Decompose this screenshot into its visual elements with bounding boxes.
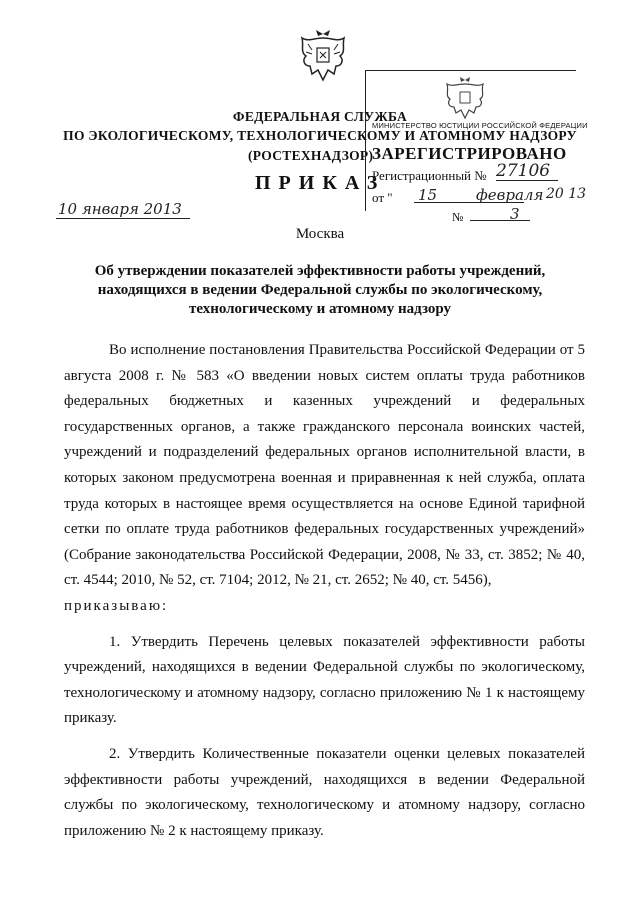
date-underline (56, 218, 190, 219)
stamp-number-label: № (452, 210, 464, 224)
stamp-date-year: 20 13 (546, 186, 587, 202)
stamp-date-label: от " (372, 190, 393, 205)
stamp-date-day: 15 (418, 186, 438, 204)
order-body (64, 338, 585, 844)
org-name-line2: ПО ЭКОЛОГИЧЕСКОМУ, ТЕХНОЛОГИЧЕСКОМУ И АТОМНОМУ НАДЗОРУ (63, 128, 577, 143)
stamp-reg-number: 27106 (496, 161, 551, 181)
order-item-2: 2. Утвердить Количественные показатели оценки целевых показателей эффективности работы учреждений, находящихся в ведении Федеральной службы по экологическому, технологическому и атомному надзору, согласно приложению № 2 к настоящему приказу. (64, 745, 585, 839)
org-abbreviation: (РОСТЕХНАДЗОР) (248, 148, 374, 163)
order-item-1: 1. Утвердить Перечень целевых показателей эффективности работы учреждений, находящихся в ведении Федеральной службы по экологическому, технологическому и атомному надзору, согласно приложению № 1 к настоящему приказу. (64, 633, 585, 727)
stamp-date-month: февраля (476, 186, 544, 204)
stamp-underline (496, 180, 558, 181)
stamp-emblem-icon (440, 76, 490, 120)
stamp-underline (470, 220, 530, 221)
document-type-title: ПРИКАЗ (255, 172, 386, 194)
intro-paragraph: Во исполнение постановления Правительства Российской Федерации от 5 августа 2008 г. № 583 «О введении новых систем оплаты труда работников федеральных бюджетных и казенных учреждений и федеральных государственных органов, а также гражданского персонала воинских частей, учреждений и подразделений федеральных органов исполнительной власти, в которых законом предусмотрена военная и приравненная к ней служба, оплата труда которых в настоящее время осуществляется на основе Единой тарифной сетки по оплате труда работников федеральных государственных учреждений» (Собрание законодательства Российской Федерации, 2008, № 33, ст. 3852; № 40, ст. 4544; 2010, № 52, ст. 7104; 2012, № 21, ст. 2652; № 40, ст. 5456), (64, 342, 585, 589)
signing-date: 10 января 2013 (58, 200, 182, 218)
stamp-registered-text: ЗАРЕГИСТРИРОВАНО (372, 144, 567, 163)
stamp-underline (414, 202, 524, 203)
order-heading: Об утверждении показателей эффективности работы учреждений, находящихся в ведении Федеральной службы по экологическому, технологическому и атомному надзору (94, 263, 546, 317)
stamp-number: 3 (510, 205, 520, 223)
city-name: Москва (295, 226, 345, 242)
org-name-line1: ФЕДЕРАЛЬНАЯ СЛУЖБА (232, 109, 408, 124)
order-word: приказываю: (64, 597, 169, 614)
stamp-reg-number-label: Регистрационный № (372, 168, 487, 183)
stamp-ministry-text: МИНИСТЕРСТВО ЮСТИЦИИ РОССИЙСКОЙ ФЕДЕРАЦИИ (372, 121, 588, 130)
coat-of-arms-icon (294, 28, 352, 88)
